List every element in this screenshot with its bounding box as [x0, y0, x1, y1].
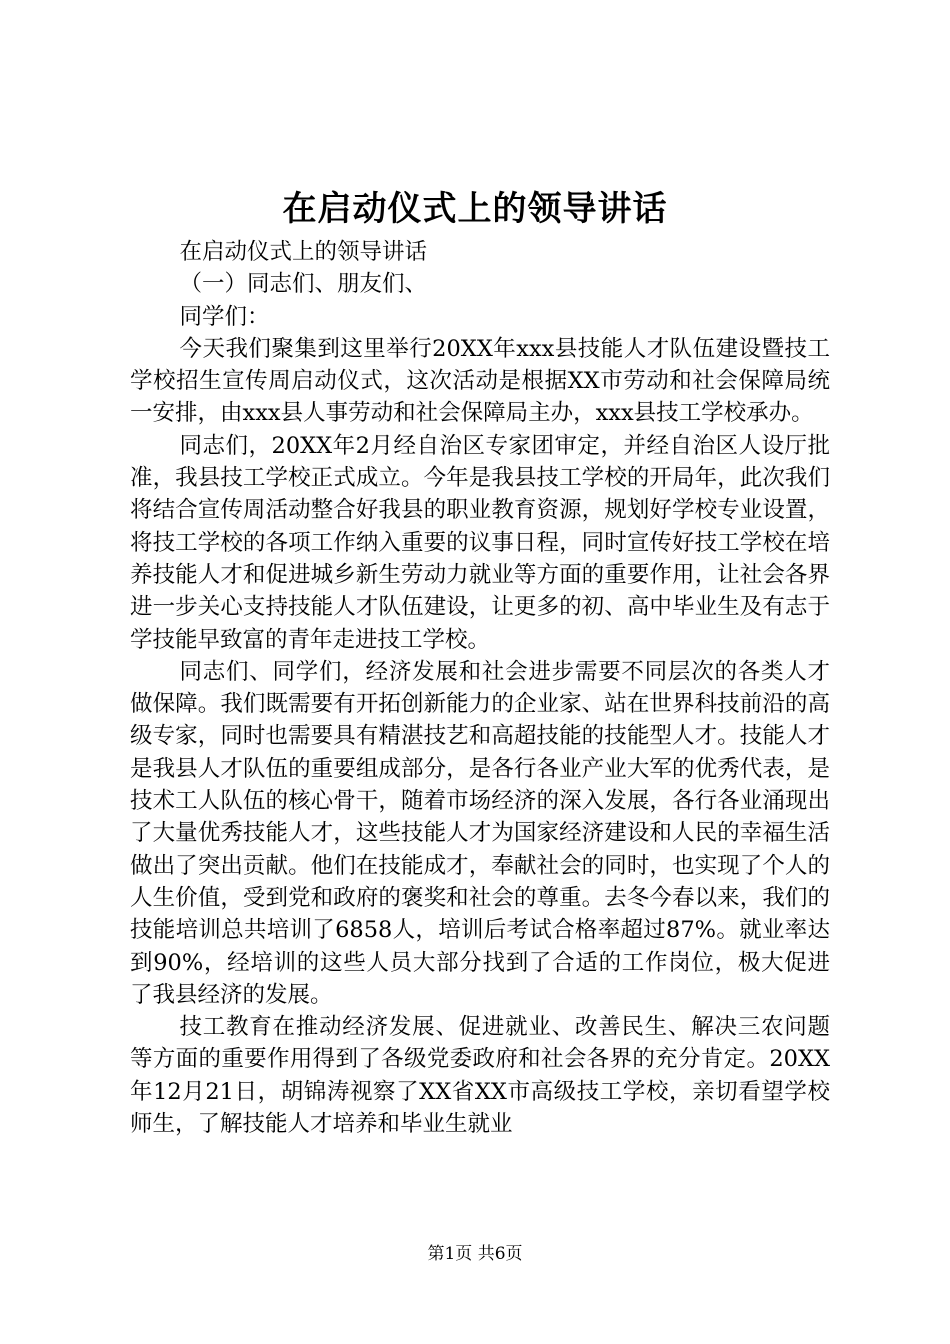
document-title: 在启动仪式上的领导讲话	[282, 189, 668, 229]
document-body	[130, 236, 830, 1140]
paragraph-salutation-2: 同学们：	[179, 303, 270, 330]
paragraph-salutation-1: （一）同志们、朋友们、	[179, 271, 428, 298]
paragraph-subtitle: 在启动仪式上的领导讲话	[179, 239, 428, 265]
paragraph-3: 同志们、同学们，经济发展和社会进步需要不同层次的各类人才做保障。我们既需要有开拓创新能力的企业家、站在世界科技前沿的高级专家，同时也需要具有精湛技艺和高超技能的技能型人才。技能人才是我县人才队伍的重要组成部分，是各行各业产业大军的优秀代表，是技术工人队伍的核心骨干，随着市场经济的深入发展，各行各业涌现出了大量优秀技能人才，这些技能人才为国家经济建设和人民的幸福生活做出了突出贡献。他们在技能成才，奉献社会的同时，也实现了个人的人生价值，受到党和政府的褒奖和社会的尊重。去冬今春以来，我们的技能培训总共培训了6858人，培训后考试合格率超过87%。就业率达到90%，经培训的这些人员大部分找到了合适的工作岗位，极大促进了我县经济的发展。	[130, 658, 830, 1008]
page-number-footer: 第1页 共6页	[427, 1244, 523, 1264]
paragraph-1: 今天我们聚集到这里举行20XX年xxx县技能人才队伍建设暨技工学校招生宣传周启动仪式，这次活动是根据XX市劳动和社会保障局统一安排，由xxx县人事劳动和社会保障局主办，xxx县技工学校承办。	[130, 335, 830, 427]
paragraph-2: 同志们，20XX年2月经自治区专家团审定，并经自治区人设厅批准，我县技工学校正式成立。今年是我县技工学校的开局年，此次我们将结合宣传周活动整合好我县的职业教育资源，规划好学校专业设置，将技工学校的各项工作纳入重要的议事日程，同时宣传好技工学校在培养技能人才和促进城乡新生劳动力就业等方面的重要作用，让社会各界进一步关心支持技能人才队伍建设，让更多的初、高中毕业生及有志于学技能早致富的青年走进技工学校。	[130, 432, 830, 653]
paragraph-4: 技工教育在推动经济发展、促进就业、改善民生、解决三农问题等方面的重要作用得到了各级党委政府和社会各界的充分肯定。20XX年12月21日，胡锦涛视察了XX省XX市高级技工学校，亲切看望学校师生，了解技能人才培养和毕业生就业	[130, 1014, 830, 1138]
